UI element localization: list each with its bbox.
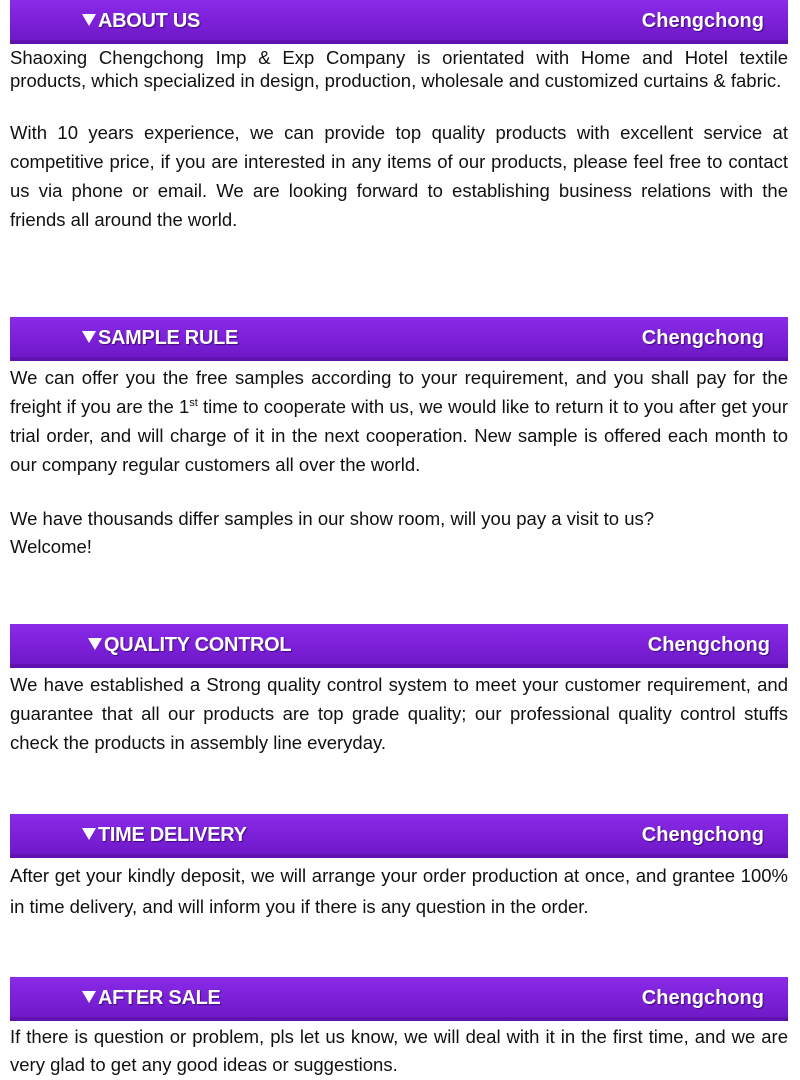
section-header-sample-rule [10,317,788,361]
paragraph: Shaoxing Chengchong Imp & Exp Company is orientated with Home and Hotel textile products, which specialized in design, production, wholesale and customized curtains & fabric. [10,47,788,91]
triangle-down-icon [82,991,96,1003]
section-title: ABOUT US [82,10,200,33]
brand-label: Chengchong [641,10,764,32]
section-sample-rule [10,317,788,561]
paragraph: If there is question or problem, pls let us know, we will deal with it in the first time, and we are very glad to get any good ideas or suggestions. [10,1026,788,1075]
triangle-down-icon [82,331,96,343]
section-title: SAMPLE RULE [82,327,238,350]
section-header-time-delivery [10,814,788,858]
section-title: QUALITY CONTROL [88,634,291,657]
section-header-quality-control [10,624,788,668]
section-header-after-sale [10,977,788,1021]
section-about-us [10,0,788,234]
section-title: TIME DELIVERY [82,824,247,847]
brand-label: Chengchong [641,824,764,846]
triangle-down-icon [88,638,102,650]
paragraph: We have thousands differ samples in our show room, will you pay a visit to us? Welcome! [10,508,655,557]
paragraph: We can offer you the free samples according to your requirement, and you shall pay for the freight if you are the 1st time to cooperate with us, we would like to return it to you after get your trial order, and will charge of it in the next cooperation. New sample is offered each month to our company regular customers all over the world. [10,367,788,475]
section-time-delivery [10,814,788,922]
section-after-sale [10,977,788,1079]
triangle-down-icon [82,14,96,26]
brand-label: Chengchong [641,327,764,349]
section-quality-control [10,624,788,757]
brand-label: Chengchong [647,634,770,656]
paragraph: After get your kindly deposit, we will arrange your order production at once, and grantee 100% in time delivery, and will inform you if there is any question in the order. [10,865,788,917]
paragraph: We have established a Strong quality control system to meet your customer requirement, and guarantee that all our products are top grade quality; our professional quality control stuffs check the products in assembly line everyday. [10,674,788,753]
triangle-down-icon [82,828,96,840]
paragraph: With 10 years experience, we can provide top quality products with excellent service at competitive price, if you are interested in any items of our products, please feel free to contact us via phone or email. We are looking forward to establishing business relations with the friends all around the world. [10,122,788,230]
section-title: AFTER SALE [82,987,221,1010]
brand-label: Chengchong [641,987,764,1009]
section-header-about-us [10,0,788,44]
